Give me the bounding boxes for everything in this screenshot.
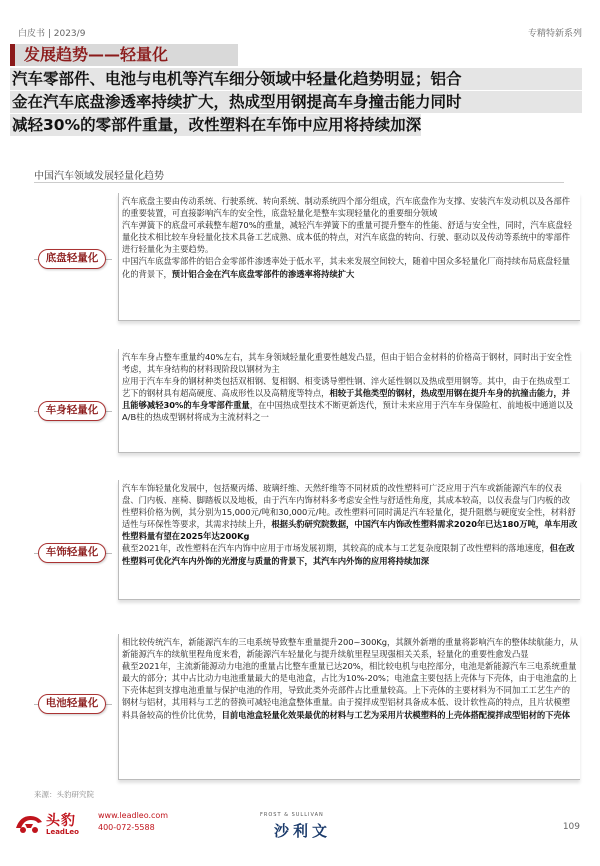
page-title: 发展趋势——轻量化 bbox=[24, 45, 169, 64]
page-number: 109 bbox=[562, 822, 580, 832]
headline bbox=[10, 68, 582, 137]
website-link[interactable]: www.leadleo.com bbox=[98, 811, 169, 820]
paragraph: 汽车底盘主要由传动系统、行驶系统、转向系统、制动系统四个部分组成，汽车底盘作为支撑、安装汽车发动机以及各部件的重要装置，可直接影响汽车的安全性，底盘轻量化是整车实现轻量化的重要细分领域 bbox=[122, 196, 571, 219]
body-text bbox=[118, 349, 580, 453]
paragraph: 中国汽车底盘零部件的铝合金零部件渗透率处于低水平，其未来发展空间较大，随着中国众多轻量化厂商持续布局底盘轻量化的背景下，预计铝合金在汽车底盘零部件的渗透率将持续扩大 bbox=[122, 256, 571, 279]
title-accent bbox=[10, 44, 15, 66]
paragraph: 汽车车饰轻量化发展中，包括聚丙烯、玻璃纤维、天然纤维等不同材质的改性塑料可广泛应用于汽车或新能源汽车的仪表盘、门内板、座椅、脚踏板以及地板，由于汽车内饰材料多考虑安全性与舒适性角度，其成本较高，以仪表盘与门内板的改性塑料价格为例，其分别为15,000元/吨和30,000元/吨。改性塑料可同时满足汽车轻量化，提升阻燃与硬度安全性，材料舒适性与环保性等要求，其需求持续上升，根据头豹研究院数据，中国汽车内饰改性塑料需求2020年已达180万吨，单车用改性塑料量有望在2025年达200Kg bbox=[122, 483, 578, 542]
chassis-text bbox=[118, 193, 580, 321]
section-title: 中国汽车领域发展轻量化趋势 bbox=[34, 171, 164, 182]
source-note: 来源：头豹研究院 bbox=[34, 790, 94, 799]
battery-text bbox=[118, 634, 580, 780]
label-interior: 车饰轻量化 bbox=[38, 543, 106, 563]
phone-number: 400-072-5588 bbox=[98, 823, 155, 832]
paragraph: 截至2021年，主流新能源动力电池的重量占比整车重量已达20%，相比较电机与电控部分，电池是新能源汽车三电系统重量最大的部分；其中占比动力电池重量最大的是电池盒，占比为10%-20%；电池盒主要包括上壳体与下壳体，由于电池盒的上下壳体起到支撑电池重量与保护电池的作用，导致此类外壳部件占比重量较高。上下壳体的主要材料为不同加工工艺生产的钢材与铝材，其用料与工艺的替换可减轻电池盒整体重量。由于搅拌成型铝材具备成本低、设计软性高的特点，且片状模塑料具备较高的性价比优势，目前电池盒轻量化效果最优的材料与工艺为采用片状模塑料的上壳体搭配搅拌成型铝材的下壳体 bbox=[122, 661, 577, 720]
headline-line-3: 减轻30%的零部件重量，改性塑料在车饰中应用将持续加深 bbox=[12, 116, 422, 134]
paragraph: 应用于汽车车身的钢材种类包括双相钢、复相钢、相变诱导塑性钢、淬火延性钢以及热成型用钢等。其中，由于在热成型工艺下的钢材具有超高硬度、高成形性以及高精度等特点，相较于其他类型的钢材，热成型用钢在提升车身的抗撞击能力，并且能够减轻30%的车身零部件重量，在中国热成型技术不断更新迭代，预计未来应用于汽车车身保险杠、前地板中通道以及A/B柱的热成型钢材将成为主流材料之一 bbox=[122, 376, 574, 423]
headline-line-2: 金在汽车底盘渗透率持续扩大，热成型用钢提高车身撞击能力同时 bbox=[10, 91, 582, 113]
label-chassis: 底盘轻量化 bbox=[38, 249, 106, 269]
paragraph: 相比较传统汽车，新能源汽车的三电系统导致整车重量提升200~300Kg，其额外新增的重量将影响汽车的整体续航能力，从新能源汽车的续航里程角度来看，新能源汽车轻量化与提升续航里程呈现强相关关系，轻量化的重要性愈发凸显 bbox=[122, 637, 578, 660]
leopard-logo-icon bbox=[14, 810, 44, 836]
paragraph: 截至2021年，改性塑料在汽车内饰中应用于市场发展初期，其较高的成本与工艺复杂度限制了改性塑料的落地速度，但在改性塑料可优化汽车内外饰的光滑度与质量的背景下，其汽车内外饰的应用将持续加深 bbox=[122, 543, 575, 566]
contact-info bbox=[98, 810, 168, 834]
brand-logo-cn: 头豹 bbox=[46, 813, 76, 829]
interior-text bbox=[118, 480, 580, 600]
headline-line-1: 汽车零部件、电池与电机等汽车细分领域中轻量化趋势明显；铝合 bbox=[10, 68, 582, 90]
brand-logo-en: LeadLeo bbox=[46, 828, 79, 836]
header-series: 专精特新系列 bbox=[527, 29, 582, 39]
section-divider bbox=[34, 182, 564, 183]
paragraph: 汽车车身占整车重量约40%左右，其车身领域轻量化重要性越发凸显，但由于铝合金材料的价格高于钢材，同时出于安全性考虑，其车身结构的材料现阶段以钢材为主 bbox=[122, 352, 572, 375]
header-doc-info: 白皮书 | 2023/9 bbox=[18, 29, 86, 39]
paragraph: 汽车弹簧下的底盘可承载整车超70%的重量，减轻汽车弹簧下的重量可提升整车的性能、舒适与安全性，同时，汽车底盘轻量化技术相比较车身轻量化技术具备工艺成熟、成本低的特点，对汽车底盘的转向、行驶、驱动以及传动等系统中的零部件进行轻量化为主要趋势。 bbox=[122, 220, 572, 255]
partner-logo-cn: 沙利文 bbox=[274, 822, 332, 840]
label-battery: 电池轻量化 bbox=[38, 694, 106, 714]
label-body: 车身轻量化 bbox=[38, 401, 106, 421]
partner-logo-en: FROST & SULLIVAN bbox=[260, 812, 324, 818]
